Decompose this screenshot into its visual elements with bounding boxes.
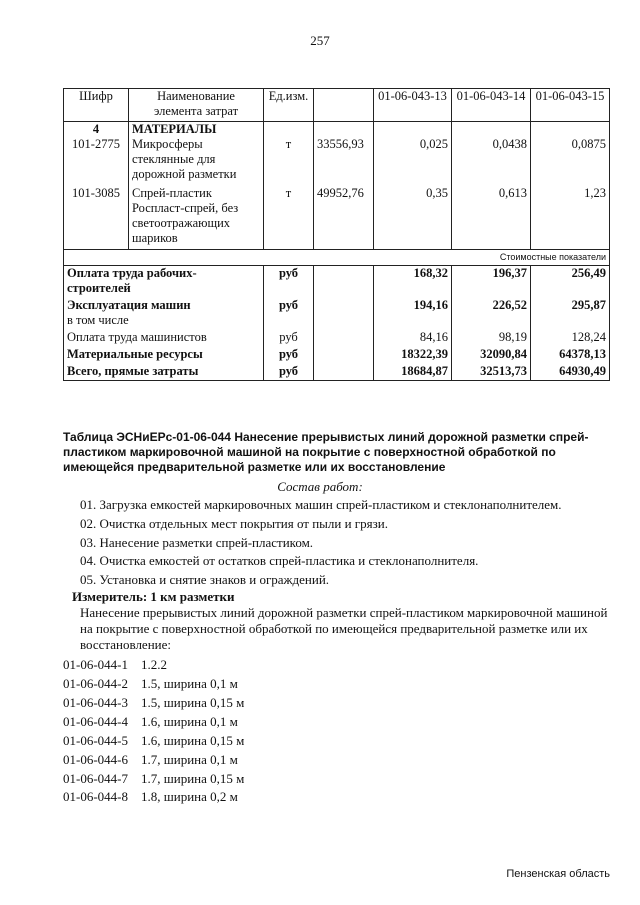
header-col-13: 01-06-043-13 — [374, 89, 452, 122]
work-item: 01. Загрузка емкостей маркировочных машин спрей-пластиком и стеклонаполнителем. — [80, 497, 562, 512]
code-description: 1.6, ширина 0,15 м — [141, 733, 245, 748]
cost-row — [64, 328, 610, 345]
cost-value-14: 196,37 — [452, 266, 531, 297]
cost-name: в том числе — [64, 313, 264, 328]
header-col-14: 01-06-043-14 — [452, 89, 531, 122]
cost-table — [63, 88, 610, 381]
cost-row — [64, 313, 610, 328]
material-row — [64, 182, 610, 250]
material-row — [64, 137, 610, 182]
work-item: 02. Очистка отдельных мест покрытия от пыли и грязи. — [80, 516, 388, 531]
cost-unit: руб — [264, 362, 314, 381]
cost-value-15: 64930,49 — [531, 362, 610, 381]
cost-value-15: 128,24 — [531, 328, 610, 345]
code-number: 01-06-044-5 — [63, 733, 128, 748]
header-code: Шифр — [64, 89, 129, 122]
cost-row — [64, 266, 610, 297]
material-unit: т — [264, 182, 314, 250]
code-number: 01-06-044-6 — [63, 752, 128, 767]
code-description: 1.7, ширина 0,15 м — [141, 771, 245, 786]
cost-value-13 — [374, 313, 452, 328]
cost-row — [64, 345, 610, 362]
material-value-13: 0,35 — [374, 182, 452, 250]
code-description: 1.6, ширина 0,1 м — [141, 714, 238, 729]
measure-description: Нанесение прерывистых линий дорожной разметки спрей-пластиком маркировочной машиной на покрытие с поверхностной обработкой по имеющейся предварительной разметке или их восстановление: — [80, 605, 608, 652]
footer-region: Пензенская область — [506, 868, 610, 880]
measure-title: Измеритель: 1 км разметки — [72, 589, 235, 604]
cost-name: Оплата труда рабочих-строителей — [64, 266, 264, 297]
header-unit: Ед.изм. — [264, 89, 314, 122]
cost-value-14: 32090,84 — [452, 345, 531, 362]
code-number: 01-06-044-1 — [63, 657, 128, 672]
code-number: 01-06-044-2 — [63, 676, 128, 691]
header-price — [314, 89, 374, 122]
cost-unit: руб — [264, 266, 314, 297]
page-number: 257 — [310, 33, 330, 48]
code-number: 01-06-044-3 — [63, 695, 128, 710]
work-item: 04. Очистка емкостей от остатков спрей-пластика и стеклонаполнителя. — [80, 553, 479, 568]
cost-value-14 — [452, 313, 531, 328]
cost-value-15: 295,87 — [531, 296, 610, 313]
cost-value-15: 256,49 — [531, 266, 610, 297]
cost-row — [64, 362, 610, 381]
cost-name: Всего, прямые затраты — [64, 362, 264, 381]
cost-value-13: 18322,39 — [374, 345, 452, 362]
cost-unit: руб — [264, 345, 314, 362]
cost-value-14: 98,19 — [452, 328, 531, 345]
code-description: 1.7, ширина 0,1 м — [141, 752, 238, 767]
cost-unit — [264, 313, 314, 328]
cost-value-13: 194,16 — [374, 296, 452, 313]
code-number: 01-06-044-8 — [63, 789, 128, 804]
cost-value-13: 84,16 — [374, 328, 452, 345]
code-description: 1.5, ширина 0,15 м — [141, 695, 245, 710]
material-value-14: 0,613 — [452, 182, 531, 250]
code-description: 1.8, ширина 0,2 м — [141, 789, 238, 804]
code-number: 01-06-044-7 — [63, 771, 128, 786]
cost-caption: Стоимостные показатели — [64, 250, 610, 266]
code-description: 1.2.2 — [141, 657, 167, 672]
cost-name: Оплата труда машинистов — [64, 328, 264, 345]
work-heading: Состав работ: — [277, 479, 363, 494]
material-value-14: 0,0438 — [452, 137, 531, 182]
material-code: 101-3085 — [64, 182, 129, 250]
cost-value-14: 32513,73 — [452, 362, 531, 381]
cost-value-15: 64378,13 — [531, 345, 610, 362]
cost-caption-row — [64, 250, 610, 266]
section-number: 4 — [64, 122, 129, 138]
cost-value-13: 18684,87 — [374, 362, 452, 381]
material-code: 101-2775 — [64, 137, 129, 182]
work-item: 03. Нанесение разметки спрей-пластиком. — [80, 535, 314, 550]
material-name: Спрей-пластик Роспласт-спрей, без светоотражающих шариков — [129, 182, 264, 250]
table-header-row — [64, 89, 610, 122]
header-col-15: 01-06-043-15 — [531, 89, 610, 122]
code-number: 01-06-044-4 — [63, 714, 128, 729]
material-name: Микросферы стеклянные для дорожной разметки — [129, 137, 264, 182]
cost-value-13: 168,32 — [374, 266, 452, 297]
cost-name: Материальные ресурсы — [64, 345, 264, 362]
material-value-15: 0,0875 — [531, 137, 610, 182]
section-title: МАТЕРИАЛЫ — [129, 122, 264, 138]
code-description: 1.5, ширина 0,1 м — [141, 676, 238, 691]
material-price: 49952,76 — [314, 182, 374, 250]
cost-value-15 — [531, 313, 610, 328]
material-value-15: 1,23 — [531, 182, 610, 250]
section-row — [64, 122, 610, 138]
work-item: 05. Установка и снятие знаков и ограждений. — [80, 572, 330, 587]
header-name: Наименование элемента затрат — [129, 89, 264, 122]
material-value-13: 0,025 — [374, 137, 452, 182]
cost-value-14: 226,52 — [452, 296, 531, 313]
cost-row — [64, 296, 610, 313]
material-unit: т — [264, 137, 314, 182]
cost-unit: руб — [264, 296, 314, 313]
cost-unit: руб — [264, 328, 314, 345]
cost-name: Эксплуатация машин — [64, 296, 264, 313]
material-price: 33556,93 — [314, 137, 374, 182]
section-heading: Таблица ЭСНиЕРс-01-06-044 Нанесение прерывистых линий дорожной разметки спрей-пластиком маркировочной машиной на покрытие с поверхностной обработкой по имеющейся предварительной разметке или их восстановление — [63, 430, 589, 474]
